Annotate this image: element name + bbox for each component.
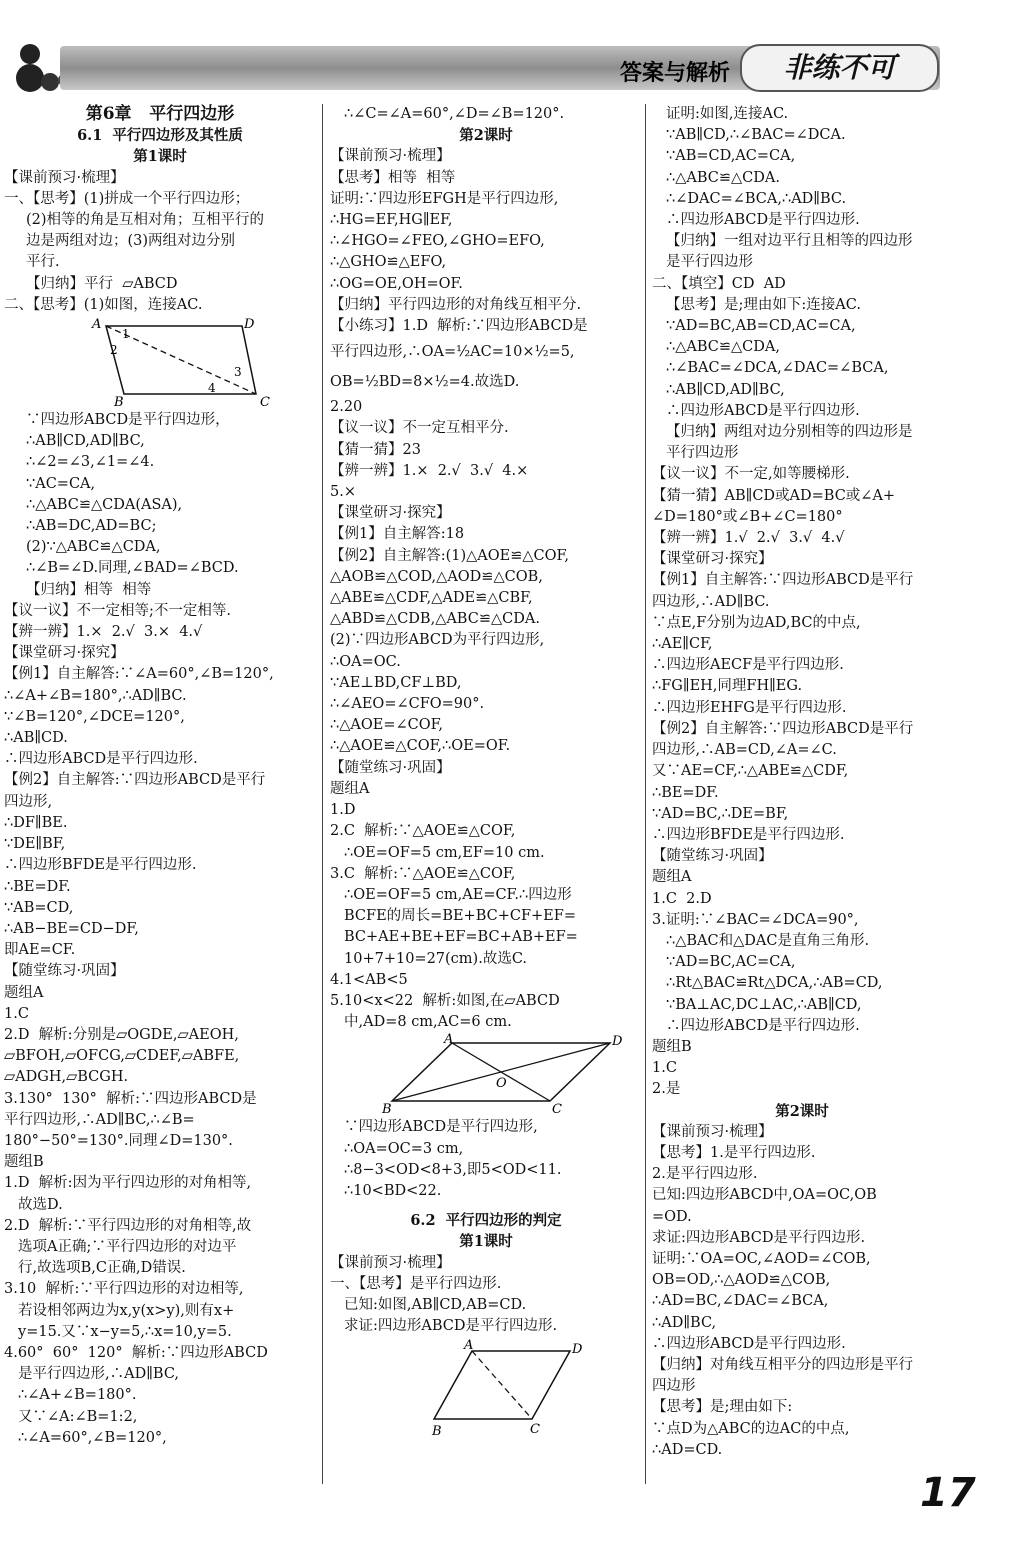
text-line: 【归纳】一组对边平行且相等的四边形 [666,233,913,250]
text-line: OB=OD,∴△AOD≌△COB, [652,1272,831,1289]
text-line: ∴BE=DF. [652,784,719,801]
text-line: 二、【思考】(1)如图，连接AC. [4,296,203,313]
text-line: ∵BA⊥AC,DC⊥AC,∴AB∥CD, [666,996,862,1013]
text-line: ∴△AOE=∠COF, [330,717,444,734]
text-line: ∴OA=OC=3 cm, [344,1140,464,1157]
text-line: 题组B [4,1154,44,1171]
text-line: 又∵AE=CF,∴△ABE≌△CDF, [652,763,849,780]
text-line: 3.C 解析:∵△AOE≌△COF, [330,865,516,882]
text-line: (2)∵△ABC≌△CDA, [26,539,161,556]
text-line: 【课前预习·梳理】 [330,1254,451,1271]
text-line: 【思考】1.是平行四边形. [652,1144,816,1161]
text-line: ∴四边形EHFG是平行四边形. [652,699,847,716]
text-line: 平行四边形 [666,445,739,462]
text-line: 故选D. [18,1196,63,1213]
lesson-title: 第1课时 [133,148,187,166]
text-line: ∴△AOE≌△COF,∴OE=OF. [330,738,511,755]
text-line: ∴四边形ABCD是平行四边形. [4,751,198,768]
text-line: 【辨一辨】1.× 2.√ 3.× 4.√ [4,624,203,641]
text-line: ∴四边形BFDE是平行四边形. [4,857,197,874]
fig2-label-o: O [496,1076,507,1092]
text-line: 边是两组对边；(3)两组对边分别 [26,233,236,250]
text-line: ∴BE=DF. [4,878,71,895]
text-line: 【例2】自主解答:∵四边形ABCD是平行 [652,720,914,737]
text-line: △ABE≌△CDF,△ADE≌△CBF, [330,590,533,607]
brand-logo: 非练不可 [740,44,939,92]
text-line: ∴四边形ABCD是平行四边形. [666,402,860,419]
fig1-angle-4: 4 [208,381,216,396]
text-line: OB=½BD=8×½=4.故选D. [330,374,520,391]
text-line: 【归纳】对角线互相平分的四边形是平行 [652,1356,913,1373]
text-line: 【议一议】不一定,如等腰梯形. [652,466,850,483]
text-line: 【课前预习·梳理】 [652,1123,773,1140]
text-line: ∵四边形ABCD是平行四边形， [26,412,230,429]
fig3-label-d: D [572,1342,583,1358]
text-line: ∴AD=CD. [652,1441,723,1458]
text-line: ∴∠B=∠D.同理,∠BAD=∠BCD. [26,560,239,577]
text-line: ∵AB=CD, [4,899,74,916]
column-1 [4,104,316,1449]
text-line: 选项A正确;∵平行四边形的对边平 [18,1238,237,1255]
fig3-label-b: B [432,1424,442,1440]
fig3-label-c: C [530,1422,540,1438]
fig1-angle-3: 3 [234,365,242,380]
page-number: 17 [920,1470,976,1516]
text-line: (2)相等的角是互相对角；互相平行的 [26,212,265,229]
text-line: 二、【填空】CD AD [652,275,786,292]
text-line: ∴AD=BC,∠DAC=∠BCA, [652,1293,829,1310]
text-line: 10+7+10=27(cm).故选C. [344,950,528,967]
text-line: 是平行四边形 [666,254,753,271]
text-line: 【归纳】平行 ▱ABCD [26,275,178,292]
text-line: 【小练习】1.D 解析:∵四边形ABCD是 [330,318,588,335]
text-line: 1.C [4,1005,29,1022]
text-line: BCFE的周长=BE+BC+CF+EF= [344,908,576,925]
text-line: 【归纳】两组对边分别相等的四边形是 [666,424,913,441]
text-line: ∵AC=CA, [26,475,96,492]
text-line: 【归纳】相等 相等 [26,581,152,598]
text-line: ∴AD∥BC, [652,1314,717,1331]
text-line: 1.C 2.D [652,890,712,907]
fig1-label-d: D [244,317,255,333]
text-line: ∵点D为△ABC的边AC的中点, [652,1420,850,1437]
text-line: 已知:如图,AB∥CD,AB=CD. [344,1296,527,1313]
text-line: 【课前预习·梳理】 [330,148,451,165]
text-line: 【例1】自主解答:18 [330,526,465,543]
text-line: 题组B [652,1038,692,1055]
text-line: 2.D 解析:∵平行四边形的对角相等,故 [4,1217,252,1234]
text-line: 5.10<x<22 解析:如图,在▱ABCD [330,992,560,1009]
text-line: 4.1<AB<5 [330,971,408,988]
text-line: ∴四边形ABCD是平行四边形. [652,1335,846,1352]
text-line: 是平行四边形,∴AD∥BC, [18,1366,180,1383]
text-line: 平行四边形,∴OA=½AC=10×½=5, [330,344,575,361]
text-line: 1.D [330,802,356,819]
text-line: 若设相邻两边为x,y(x>y),则有x+ [18,1302,235,1319]
text-line: 【猜一猜】23 [330,441,421,458]
text-line: (2)∵四边形ABCD为平行四边形, [330,632,545,649]
text-line: 2.C 解析:∵△AOE≌△COF, [330,823,516,840]
fig1-angle-1: 1 [122,327,130,342]
text-line: 2.20 [330,399,363,416]
text-line: 【例1】自主解答:∵四边形ABCD是平行 [652,572,914,589]
text-line: ∴AE∥CF, [652,636,713,653]
column-2 [330,104,642,1441]
text-line: ∴△ABC≌△CDA, [666,339,780,356]
text-line: ∴∠AEO=∠CFO=90°. [330,696,485,713]
text-line: 行,故选项B,C正确,D错误. [18,1260,186,1277]
text-line: 四边形,∴AD∥BC. [652,593,770,610]
text-line: ∴AB∥CD,AD∥BC, [666,381,785,398]
text-line: ∴△ABC≌△CDA(ASA), [26,496,183,513]
text-line: 求证:四边形ABCD是平行四边形. [344,1318,558,1335]
column-divider [645,104,646,1484]
text-line: ∴AB=DC,AD=BC; [26,518,157,535]
text-line: ∴四边形ABCD是平行四边形. [666,212,860,229]
text-line: 【猜一猜】AB∥CD或AD=BC或∠A+ [652,487,896,504]
text-line: =OD. [652,1208,692,1225]
text-line: 2.是 [652,1081,681,1098]
fig3-label-a: A [464,1338,474,1354]
fig1-label-c: C [260,395,270,411]
text-line: ∴∠BAC=∠DCA,∠DAC=∠BCA, [666,360,889,377]
text-line: ∵点E,F分别为边AD,BC的中点, [652,614,861,631]
section-title: 6.1 平行四边形及其性质 [77,127,243,145]
text-line: 【随堂练习·巩固】 [652,848,773,865]
text-line: 即AE=CF. [4,942,76,959]
text-line: ∴AB∥CD,AD∥BC, [26,433,145,450]
chapter-title: 第6章 平行四边形 [85,104,235,124]
text-line: 【辨一辨】1.× 2.√ 3.√ 4.× [330,462,529,479]
text-line: 证明:如图,连接AC. [666,106,789,122]
text-line: ∴8−3<OD<8+3,即5<OD<11. [344,1161,562,1178]
text-line: 求证:四边形ABCD是平行四边形. [652,1229,866,1246]
text-line: 题组A [330,780,370,797]
page-header [0,0,1024,100]
text-line: ∴∠HGO=∠FEO,∠GHO=EFO, [330,233,545,250]
text-line: 平行. [26,254,60,271]
text-line: 【课堂研习·探究】 [4,645,125,662]
text-line: 3.证明:∵∠BAC=∠DCA=90°, [652,911,859,928]
text-line: 已知:四边形ABCD中,OA=OC,OB [652,1187,877,1204]
fig1-label-a: A [92,317,102,333]
text-line: 180°−50°=130°.同理∠D=130°. [4,1132,233,1149]
fig1-label-b: B [114,395,124,411]
text-line: 【思考】是;理由如下:连接AC. [666,296,861,313]
column-3 [652,104,952,1461]
text-line: ∴∠2=∠3,∠1=∠4. [26,454,155,471]
text-line: 【随堂练习·巩固】 [4,963,125,980]
lesson-title: 第2课时 [775,1102,829,1120]
text-line: ∠D=180°或∠B+∠C=180° [652,508,843,525]
text-line: ∴四边形BFDE是平行四边形. [652,826,845,843]
text-line: 4.60° 60° 120° 解析:∵四边形ABCD [4,1344,268,1361]
text-line: ∵DE∥BF, [4,836,66,853]
text-line: 【例1】自主解答:∵∠A=60°,∠B=120°, [4,666,274,683]
text-line: ∴OA=OC. [330,653,401,670]
text-line: 【思考】是;理由如下: [652,1399,793,1416]
text-line: 【归纳】平行四边形的对角线互相平分. [330,296,582,313]
text-line: 又∵∠A:∠B=1:2, [18,1408,138,1425]
text-line: ∴∠A+∠B=180°,∴AD∥BC. [4,687,187,704]
text-line: 【课堂研习·探究】 [330,505,451,522]
text-line: ∴∠A=60°,∠B=120°, [18,1429,167,1446]
text-line: ∴四边形AECF是平行四边形. [652,657,844,674]
text-line: 【课前预习·梳理】 [4,169,125,186]
text-line: ∵AD=BC,∴DE=BF, [652,805,789,822]
text-line: △AOB≌△COD,△AOD≌△COB, [330,568,543,585]
text-line: ▱BFOH,▱OFCG,▱CDEF,▱ABFE, [4,1048,240,1065]
text-line: ∵AB=CD,AC=CA, [666,148,796,165]
section-label: 答案与解析 [620,61,731,86]
text-line: 一、【思考】(1)拼成一个平行四边形； [4,190,250,207]
text-line: ∴∠DAC=∠BCA,∴AD∥BC. [666,190,847,207]
text-line: ∴DF∥BE. [4,814,68,831]
text-line: ∴10<BD<22. [344,1182,442,1199]
text-line: 题组A [652,869,692,886]
text-line: 2.D 解析:分别是▱OGDE,▱AEOH, [4,1026,239,1043]
text-line: 3.10 解析:∵平行四边形的对边相等, [4,1281,244,1298]
parallelogram-figure-1 [84,317,284,411]
text-line: 【例2】自主解答:(1)△AOE≌△COF, [330,547,569,564]
text-line: 【随堂练习·巩固】 [330,759,451,776]
text-line: 【例2】自主解答:∵四边形ABCD是平行 [4,772,266,789]
lesson-title: 第2课时 [459,127,513,145]
fig2-label-a: A [444,1032,454,1048]
text-line: 中,AD=8 cm,AC=6 cm. [344,1014,512,1031]
text-line: 1.C [652,1060,677,1077]
text-line: y=15.又∵x−y=5,∴x=10,y=5. [18,1323,232,1340]
text-line: ∵四边形ABCD是平行四边形, [344,1119,538,1136]
text-line: 四边形, [4,793,53,810]
text-line: 四边形,∴AB=CD,∠A=∠C. [652,742,837,759]
text-line: ∴△GHO≌△EFO, [330,254,447,271]
text-line: ∴OE=OF=5 cm,EF=10 cm. [344,844,545,861]
text-line: 平行四边形,∴AD∥BC,∴∠B= [4,1111,195,1128]
text-line: ∴∠C=∠A=60°,∠D=∠B=120°. [344,106,565,122]
text-line: ∴△BAC和△DAC是直角三角形. [666,932,870,949]
text-line: ∴AB∥CD. [4,730,68,747]
text-line: 5.× [330,484,356,501]
text-line: ∵AB∥CD,∴∠BAC=∠DCA. [666,127,846,144]
text-line: 证明:∵OA=OC,∠AOD=∠COB, [652,1250,871,1267]
text-line: ∴OE=OF=5 cm,AE=CF.∴四边形 [344,886,572,903]
text-line: 【议一议】不一定相等;不一定相等. [4,602,231,619]
text-line: ▱ADGH,▱BCGH. [4,1069,129,1086]
parallelogram-figure-3 [420,1339,620,1439]
text-line: 【辨一辨】1.√ 2.√ 3.√ 4.√ [652,530,845,547]
text-line: ∵∠B=120°,∠DCE=120°, [4,708,185,725]
text-line: ∴△ABC≌△CDA. [666,169,780,186]
text-line: BC+AE+BE+EF=BC+AB+EF= [344,929,578,946]
text-line: ∵AE⊥BD,CF⊥BD, [330,674,462,691]
text-line: ∴FG∥EH,同理FH∥EG. [652,678,803,695]
text-line: ∴Rt△BAC≌Rt△DCA,∴AB=CD, [666,975,883,992]
text-line: △ABD≌△CDB,△ABC≌△CDA. [330,611,540,628]
section-title: 6.2 平行四边形的判定 [410,1212,562,1230]
text-line: 一、【思考】是平行四边形. [330,1275,502,1292]
fig2-label-b: B [382,1102,392,1118]
fig2-label-d: D [612,1034,623,1050]
text-line: 证明:∵四边形EFGH是平行四边形, [330,190,559,207]
lesson-title: 第1课时 [459,1233,513,1251]
text-line: ∴OG=OE,OH=OF. [330,275,463,292]
text-line: ∴∠A+∠B=180°. [18,1387,137,1404]
text-line: 题组A [4,984,44,1001]
text-line: 3.130° 130° 解析:∵四边形ABCD是 [4,1090,257,1107]
fig1-angle-2: 2 [110,343,118,358]
text-line: 【课堂研习·探究】 [652,551,773,568]
text-line: 【议一议】不一定互相平分. [330,420,509,437]
text-line: ∵AD=BC,AC=CA, [666,954,796,971]
text-line: ∴四边形ABCD是平行四边形. [666,1017,860,1034]
text-line: ∴AB−BE=CD−DF, [4,920,139,937]
text-line: ∴HG=EF,HG∥EF, [330,212,453,229]
column-divider [322,104,323,1484]
parallelogram-figure-2 [380,1032,623,1118]
text-line: ∵AD=BC,AB=CD,AC=CA, [666,318,856,335]
text-line: 2.是平行四边形. [652,1166,758,1183]
text-line: 【思考】相等 相等 [330,169,456,186]
text-line: 1.D 解析:因为平行四边形的对角相等, [4,1175,252,1192]
fig2-label-c: C [552,1102,562,1118]
text-line: 四边形 [652,1378,696,1395]
